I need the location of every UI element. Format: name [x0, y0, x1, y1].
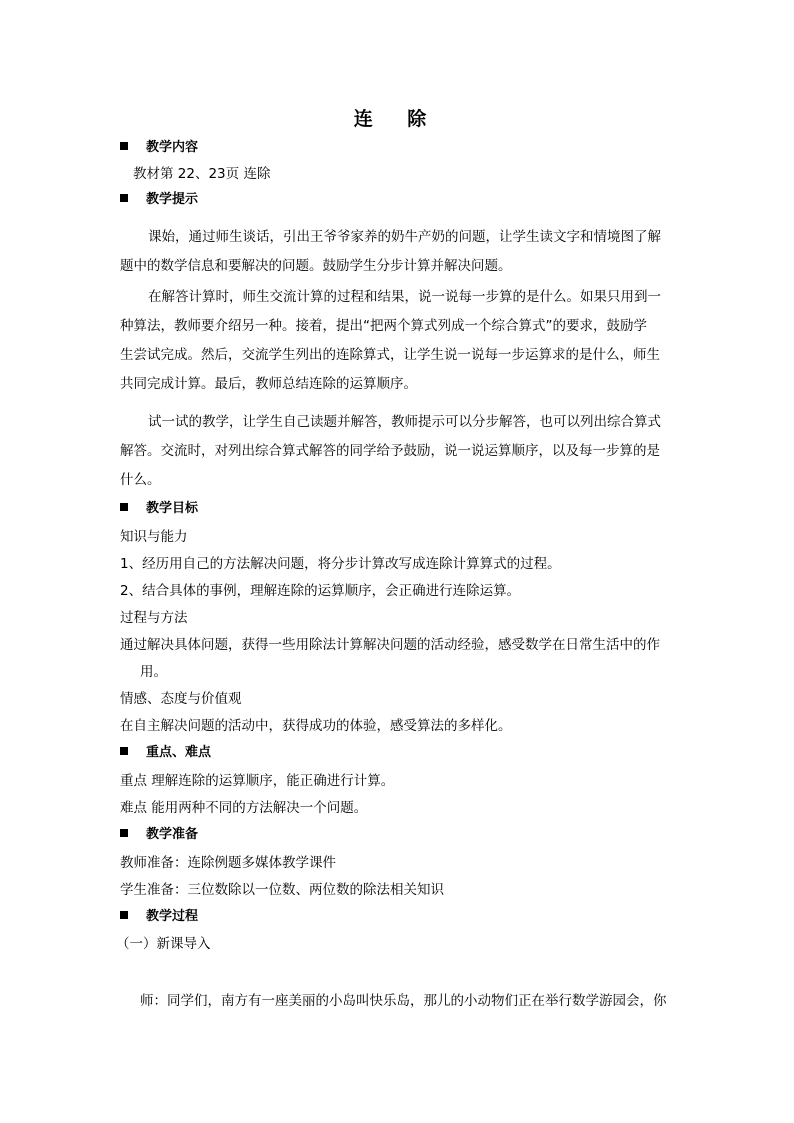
paragraph-line: 解答。交流时，对列出综合算式解答的同学给予鼓励，说一说运算顺序，以及每一步算的是 [120, 443, 660, 459]
bullet-icon [120, 747, 128, 755]
paragraph-line: 在自主解决问题的活动中，获得成功的体验，感受算法的多样化。 [120, 718, 512, 734]
goal-item: 2、结合具体的事例，理解连除的运算顺序，会正确进行连除运算。 [120, 583, 521, 599]
goal-item: 1、经历用自己的方法解决问题，将分步计算改写成连除计算算式的过程。 [120, 556, 561, 572]
bullet-icon [120, 829, 128, 837]
section-heading-key: 重点、难点 [120, 743, 680, 763]
content-text: 教材第 22、23页 连除 [133, 166, 271, 182]
bullet-icon [120, 503, 128, 511]
bullet-icon [120, 911, 128, 919]
paragraph-line: 通过解决具体问题，获得一些用除法计算解决问题的活动经验，感受数学在日常生活中的作 [120, 637, 660, 653]
paragraph-line: 共同完成计算。最后，教师总结连除的运算顺序。 [120, 376, 417, 392]
paragraph-line: 用。 [140, 664, 167, 680]
bullet-icon [120, 142, 128, 150]
key-focus: 重点 理解连除的运算顺序，能正确进行计算。 [120, 773, 395, 789]
paragraph-line: 种算法，教师要介绍另一种。接着，提出“把两个算式列成一个综合算式”的要求，鼓励学 [120, 318, 647, 334]
document-title: 连 除 [353, 108, 441, 130]
paragraph-line: 什么。 [120, 472, 161, 488]
subheading-emotion: 情感、态度与价值观 [120, 691, 242, 707]
paragraph-line: 在解答计算时，师生交流计算的过程和结果，说一说每一步算的是什么。如果只用到一 [148, 289, 661, 305]
paragraph-line: 师：同学们，南方有一座美丽的小岛叫快乐岛，那儿的小动物们正在举行数学游园会，你 [140, 993, 667, 1009]
section-heading-prep: 教学准备 [120, 825, 680, 845]
subheading-method: 过程与方法 [120, 610, 188, 626]
paragraph-line: 题中的数学信息和要解决的问题。鼓励学生分步计算并解决问题。 [120, 258, 512, 274]
section-heading-process: 教学过程 [120, 907, 680, 927]
paragraph-line: 试一试的教学，让学生自己读题并解答，教师提示可以分步解答，也可以列出综合算式 [148, 414, 661, 430]
paragraph-line: 生尝试完成。然后，交流学生列出的连除算式，让学生说一说每一步运算求的是什么，师生 [120, 347, 660, 363]
key-difficulty: 难点 能用两种不同的方法解决一个问题。 [120, 800, 368, 816]
prep-student: 学生准备：三位数除以一位数、两位数的除法相关知识 [120, 882, 444, 898]
subheading-knowledge: 知识与能力 [120, 529, 188, 545]
bullet-icon [120, 194, 128, 202]
paragraph-line: 课始，通过师生谈话，引出王爷爷家养的奶牛产奶的问题，让学生读文字和情境图了解 [148, 229, 661, 245]
section-heading-goals: 教学目标 [120, 499, 680, 519]
section-heading-hints: 教学提示 [120, 190, 680, 210]
prep-teacher: 教师准备：连除例题多媒体教学课件 [120, 855, 336, 871]
section-heading-content: 教学内容 [120, 138, 680, 158]
process-step: （一）新课导入 [116, 936, 211, 952]
